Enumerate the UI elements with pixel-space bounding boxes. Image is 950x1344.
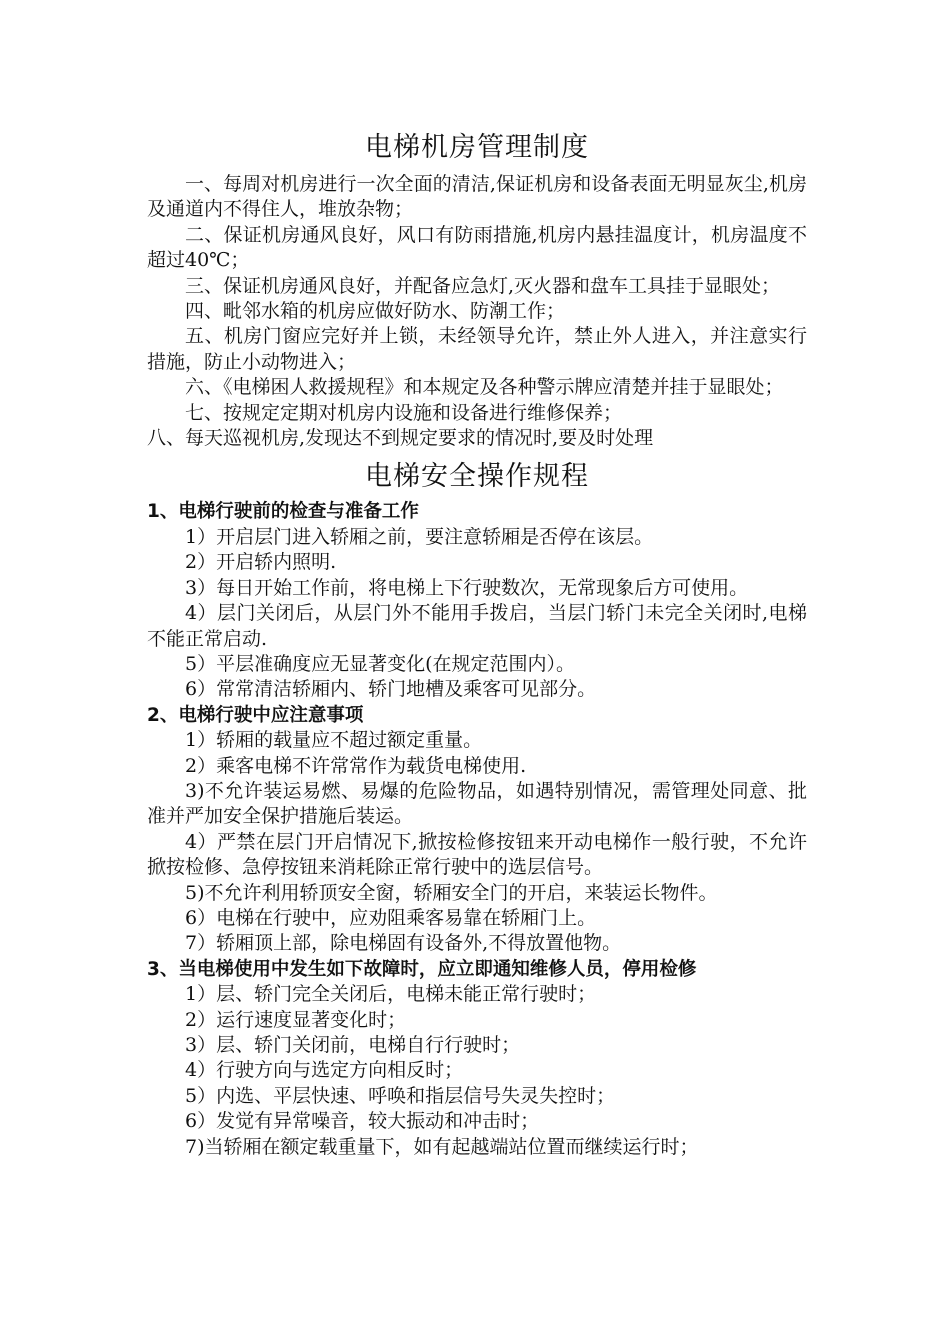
section-2-item-6: 6）电梯在行驶中，应劝阻乘客易靠在轿厢门上。 [185, 906, 597, 929]
rule-2: 二、保证机房通风良好，风口有防雨措施,机房内悬挂温度计，机房温度不超过40℃； [147, 223, 807, 272]
section-1-item-2: 2）开启轿内照明. [185, 551, 337, 574]
rule-4: 四、毗邻水箱的机房应做好防水、防潮工作； [185, 300, 566, 323]
section-2-item-1: 1）轿厢的载量应不超过额定重量。 [185, 729, 483, 752]
section-1-item-3: 3）每日开始工作前，将电梯上下行驶数次，无常现象后方可使用。 [185, 576, 749, 599]
section-2 [147, 703, 807, 957]
section-3-item-6: 6）发觉有异常噪音，较大振动和冲击时； [185, 1110, 540, 1133]
rule-8: 八、每天巡视机房,发现达不到规定要求的情况时,要及时处理 [147, 427, 654, 450]
section-1-heading: 1、电梯行驶前的检查与准备工作 [147, 501, 419, 523]
section-3-item-3: 3）层、轿门关闭前，电梯自行行驶时； [185, 1034, 521, 1056]
rule-6: 六、《电梯困人救援规程》和本规定及各种警示牌应清楚并挂于显眼处； [185, 376, 784, 399]
section-3-item-2: 2）运行速度显著变化时； [185, 1008, 407, 1031]
section-2-item-7: 7）轿厢顶上部，除电梯固有设备外,不得放置他物。 [185, 932, 622, 955]
section-1-item-4: 4）层门关闭后，从层门外不能用手拨启，当层门轿门未完全关闭时,电梯不能正常启动. [147, 602, 807, 650]
section-1 [147, 499, 807, 702]
section-1-item-5: 5）平层准确度应无显著变化(在规定范围内）。 [185, 652, 576, 675]
title-safety-operation: 电梯安全操作规程 [365, 461, 589, 493]
document-content [147, 128, 807, 1160]
section-2-item-2: 2）乘客电梯不许常常作为载货电梯使用. [185, 754, 527, 777]
section-3-item-5: 5）内选、平层快速、呼唤和指层信号失灵失控时； [185, 1084, 616, 1107]
section-2-heading: 2、电梯行驶中应注意事项 [147, 704, 364, 726]
machine-room-rules [147, 172, 807, 451]
rule-3: 三、保证机房通风良好，并配备应急灯,灭火器和盘车工具挂于显眼处； [185, 274, 781, 297]
rule-5: 五、机房门窗应完好并上锁，未经领导允许，禁止外人进入，并注意实行措施，防止小动物进入； [147, 325, 807, 373]
section-3-item-4: 4）行驶方向与选定方向相反时； [185, 1059, 464, 1082]
section-1-item-6: 6）常常清洁轿厢内、轿门地槽及乘客可见部分。 [185, 678, 597, 701]
section-2-item-3: 3)不允许装运易燃、易爆的危险物品，如遇特别情况，需管理处同意、批准并严加安全保护措施后装运。 [147, 779, 807, 828]
section-3-item-1: 1）层、轿门完全关闭后，电梯未能正常行驶时； [185, 983, 597, 1006]
rule-1: 一、每周对机房进行一次全面的清洁,保证机房和设备表面无明显灰尘,机房及通道内不得住人，堆放杂物； [147, 173, 807, 221]
rule-7: 七、按规定定期对机房内设施和设备进行维修保养； [185, 401, 623, 424]
section-3 [147, 957, 807, 1160]
title-machine-room-rules: 电梯机房管理制度 [365, 132, 589, 163]
section-1-item-1: 1）开启层门进入轿厢之前，要注意轿厢是否停在该层。 [185, 525, 654, 548]
section-3-item-7: 7)当轿厢在额定载重量下，如有起越端站位置而继续运行时； [185, 1135, 699, 1158]
section-2-item-4: 4）严禁在层门开启情况下,掀按检修按钮来开动电梯作一般行驶，不允许掀按检修、急停按钮来消耗除正常行驶中的选层信号。 [147, 830, 807, 879]
section-3-heading: 3、当电梯使用中发生如下故障时，应立即通知维修人员，停用检修 [147, 958, 697, 980]
section-2-item-5: 5)不允许利用轿顶安全窗，轿厢安全门的开启，来装运长物件。 [185, 881, 718, 904]
